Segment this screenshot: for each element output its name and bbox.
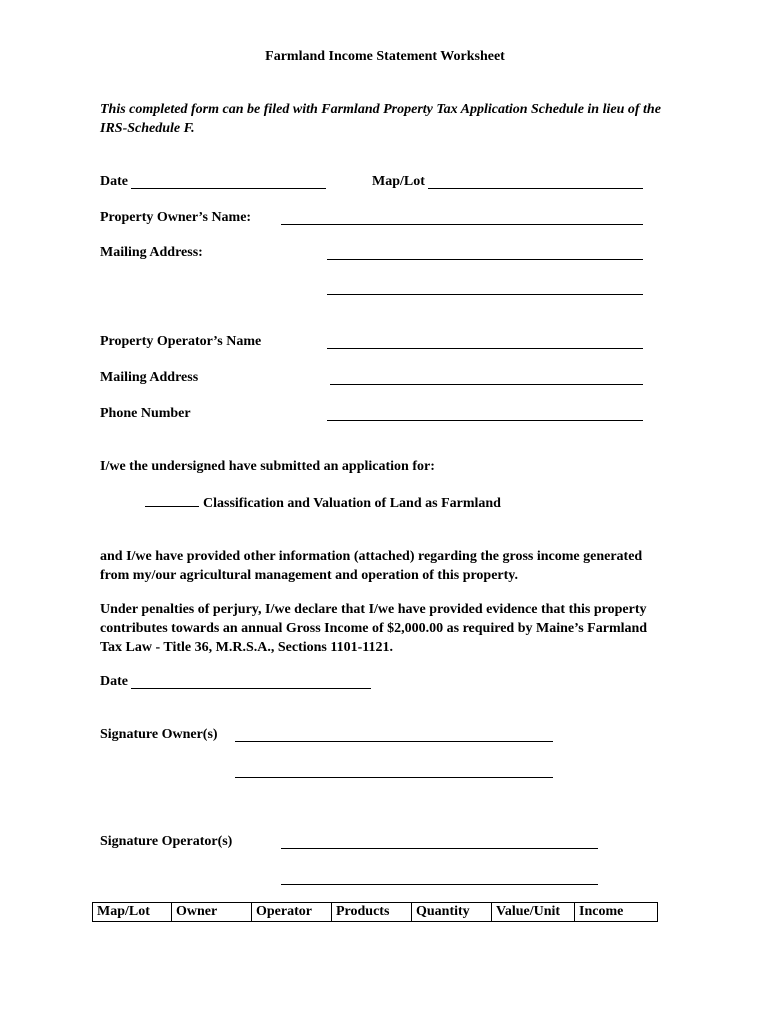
farmland-option-label: Classification and Valuation of Land as Farmland xyxy=(203,496,501,511)
phone-field[interactable] xyxy=(327,406,643,421)
operator-name-field[interactable] xyxy=(327,334,643,349)
application-lead: I/we the undersigned have submitted an application for: xyxy=(100,459,435,474)
signature-operator-field-2[interactable] xyxy=(281,870,598,885)
map-lot-field[interactable] xyxy=(428,174,643,189)
phone-label: Phone Number xyxy=(100,406,191,421)
date-label: Date xyxy=(100,174,128,189)
col-value-unit: Value/Unit xyxy=(492,903,575,922)
income-statement-text: and I/we have provided other information (attached) regarding the gross income generated from my/our agricultural management and operation of this property. xyxy=(100,549,643,583)
owner-name-field[interactable] xyxy=(281,210,643,225)
operator-mailing-field[interactable] xyxy=(330,370,643,385)
owner-name-label: Property Owner’s Name: xyxy=(100,210,252,225)
signature-date-field[interactable] xyxy=(131,674,371,689)
signature-owner-field-2[interactable] xyxy=(235,763,553,778)
operator-mailing-label: Mailing Address xyxy=(100,370,199,385)
intro-text: This completed form can be filed with Farmland Property Tax Application Schedule in lieu of the IRS-Schedule F. xyxy=(100,102,661,136)
col-quantity: Quantity xyxy=(412,903,492,922)
owner-mailing-label: Mailing Address: xyxy=(100,245,203,260)
signature-owner-label: Signature Owner(s) xyxy=(100,727,218,742)
income-table xyxy=(92,902,658,922)
signature-owner-field-1[interactable] xyxy=(235,727,553,742)
signature-date-label: Date xyxy=(100,674,128,689)
owner-mailing-field-1[interactable] xyxy=(327,245,643,260)
map-lot-label: Map/Lot xyxy=(372,174,425,189)
signature-operator-label: Signature Operator(s) xyxy=(100,834,233,849)
date-field[interactable] xyxy=(131,174,326,189)
col-owner: Owner xyxy=(172,903,252,922)
col-income: Income xyxy=(575,903,658,922)
income-table-header-row xyxy=(93,903,658,922)
farmland-option xyxy=(145,494,501,513)
col-products: Products xyxy=(332,903,412,922)
signature-operator-field-1[interactable] xyxy=(281,834,598,849)
farmland-option-blank[interactable] xyxy=(145,494,199,507)
page-title: Farmland Income Statement Worksheet xyxy=(265,49,505,64)
operator-name-label: Property Operator’s Name xyxy=(100,334,262,349)
perjury-declaration: Under penalties of perjury, I/we declare that I/we have provided evidence that this property contributes towards an annual Gross Income of $2,000.00 as required by Maine’s Farmland Tax Law - Title 36, M.R.S.A., Sections 1101-1121. xyxy=(100,602,648,655)
owner-mailing-field-2[interactable] xyxy=(327,280,643,295)
col-map-lot: Map/Lot xyxy=(93,903,172,922)
col-operator: Operator xyxy=(252,903,332,922)
